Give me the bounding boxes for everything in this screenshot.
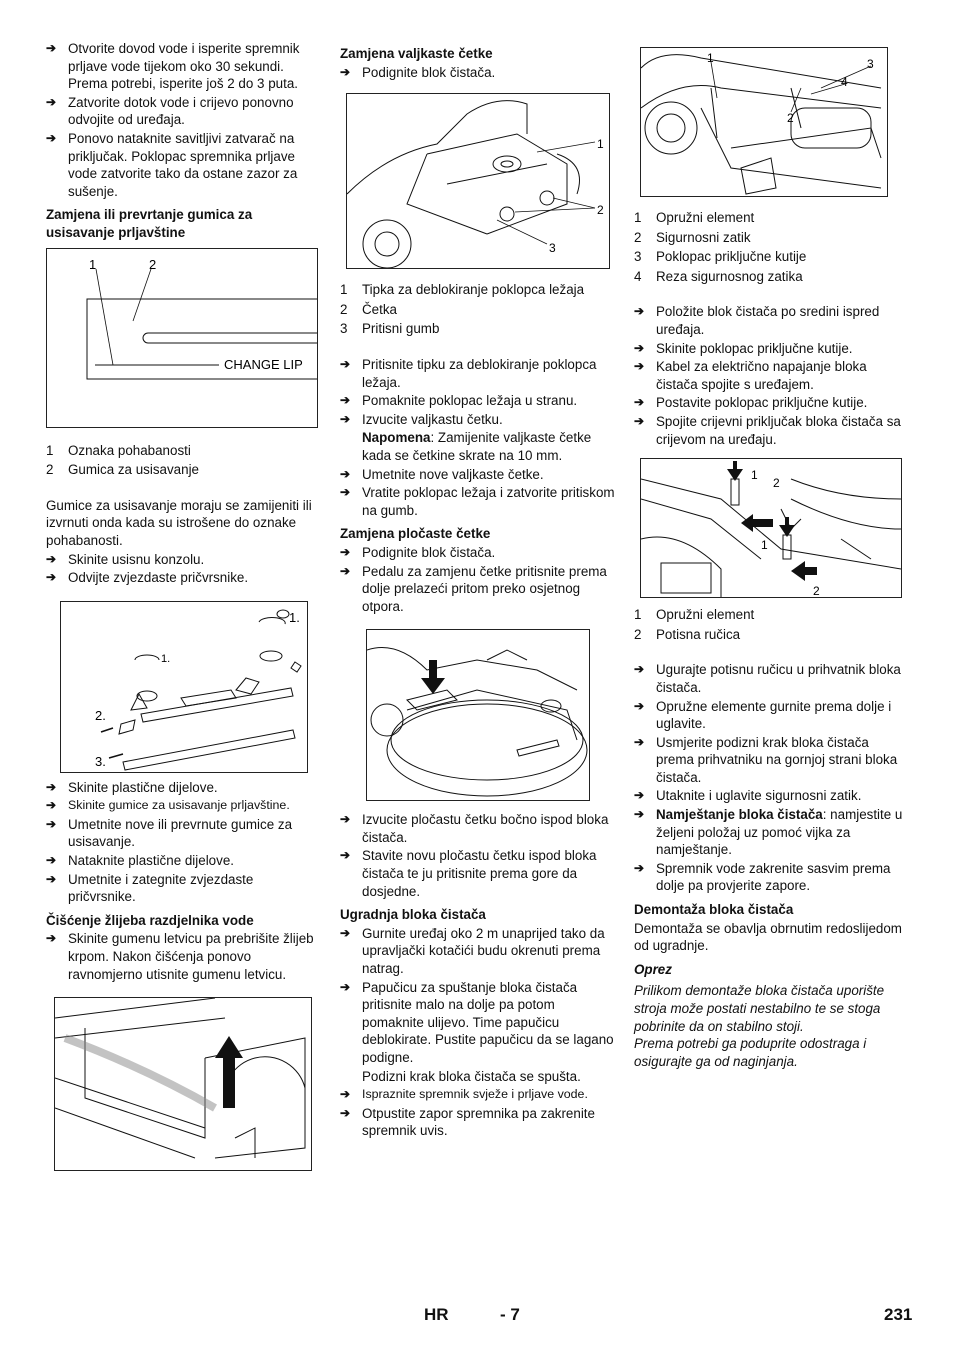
section-heading: Ugradnja bloka čistača: [340, 907, 486, 923]
step: ➔ Kabel za električno napajanje bloka čistača spojite s uređajem.: [634, 358, 910, 393]
language-code: HR: [424, 1305, 449, 1324]
note: Podizni krak bloka čistača se spušta.: [362, 1068, 581, 1084]
step: ➔ Otvorite dovod vode i isperite spremnik prljave vode tijekom oko 30 sekundi. Prema potrebi, isperite još 2 do 3 puta.: [46, 40, 322, 93]
step: ➔ Skinite plastične dijelove.: [46, 779, 322, 797]
callout: 2: [813, 584, 820, 598]
legend-item: 2 Potisna ručica: [634, 626, 741, 642]
legend-item: 1 Tipka za deblokiranje poklopca ležaja: [340, 282, 585, 298]
legend-item: 2 Četka: [340, 301, 397, 317]
step: ➔ Vratite poklopac ležaja i zatvorite pritiskom na gumb.: [340, 484, 616, 519]
roller-brush-figure: [346, 93, 610, 269]
section-number: - 7: [500, 1305, 520, 1324]
step: ➔ Spojite crijevni priključak bloka čistača sa crijevom na uređaju.: [634, 413, 910, 448]
step: ➔ Položite blok čistača po sredini ispred uređaja.: [634, 303, 910, 338]
legend-item: 1 Opružni element: [634, 607, 755, 623]
callout: 3.: [95, 753, 106, 769]
callout: 1: [707, 51, 714, 65]
step: ➔ Pomaknite poklopac ležaja u stranu.: [340, 392, 616, 410]
callout: 2: [149, 256, 157, 272]
section-heading: Zamjena pločaste četke: [340, 526, 491, 542]
legend-item: 3 Pritisni gumb: [340, 321, 440, 337]
step: ➔ Odvijte zvjezdaste pričvrsnike.: [46, 569, 322, 587]
disc-brush-figure: [366, 629, 590, 801]
callout: 4: [841, 75, 848, 89]
step: ➔ Papučicu za spuštanje bloka čistača pritisnite malo na dolje pa potom pomaknite ulijevo. Time papučicu deblokirate. Pustite papučicu da se lagano podigne.: [340, 979, 616, 1067]
callout: 1: [751, 468, 758, 483]
step: ➔ Opružne elemente gurnite prema dolje i uglavite.: [634, 698, 910, 733]
legend-item: 3 Poklopac priključne kutije: [634, 249, 807, 265]
step: ➔ Izvucite valjkastu četku.: [340, 411, 616, 429]
section-heading: Čišćenje žlijeba razdjelnika vode: [46, 912, 254, 928]
spring-element-figure: [640, 47, 888, 197]
step: ➔ Gurnite uređaj oko 2 m unaprijed tako da upravljački kotačići budu okrenuti prema natrag.: [340, 925, 616, 978]
step: ➔ Spremnik vode zakrenite sasvim prema dolje pa provjerite zapore.: [634, 860, 910, 895]
step: ➔ Usmjerite podizni krak bloka čistača prema prihvatniku na gornjoj strani bloka čistača.: [634, 734, 910, 787]
step: ➔ Pritisnite tipku za deblokiranje poklopca ležaja.: [340, 356, 616, 391]
step: ➔ Ispraznite spremnik svježe i prljave vode.: [340, 1086, 616, 1104]
step: ➔ Skinite gumice za usisavanje prljavštine.: [46, 797, 322, 815]
callout: 2: [597, 203, 604, 218]
step: ➔ Skinite usisnu konzolu.: [46, 551, 322, 569]
step: ➔ Podignite blok čistača.: [340, 544, 616, 562]
step: ➔ Umetnite nove valjkaste četke.: [340, 466, 616, 484]
callout: 3: [549, 241, 556, 256]
squeegee-parts-figure: [60, 601, 308, 773]
callout: 2: [773, 476, 780, 491]
step: ➔ Ponovo nataknite savitljivi zatvarač na priključak. Poklopac spremnika prljave vode zatvorite tako da ostane zazor za sušenje.: [46, 130, 322, 200]
step: ➔ Utaknite i uglavite sigurnosni zatik.: [634, 787, 910, 805]
step: ➔ Podignite blok čistača.: [340, 64, 616, 82]
wear-mark-figure: [46, 248, 318, 428]
step: ➔ Skinite poklopac priključne kutije.: [634, 340, 910, 358]
caution-title: Oprez: [634, 961, 672, 977]
section-heading: Zamjena valjkaste četke: [340, 46, 493, 61]
legend-item: 1 Opružni element: [634, 210, 755, 225]
step: ➔ Skinite gumenu letvicu pa prebrišite žlijeb krpom. Nakon čišćenja ponovo ravnomjerno utisnite gumenu letvicu.: [46, 930, 322, 983]
water-distributor-figure: [54, 997, 312, 1171]
section-heading: Zamjena ili prevrtanje gumica za usisavanje prljavštine: [46, 207, 253, 240]
note: Napomena: Zamijenite valjkaste četke kada se četkine skrate na 10 mm.: [362, 430, 592, 463]
step: ➔ Stavite novu pločastu četku ispod bloka čistača te ju pritisnite prema gore da dosjedne.: [340, 847, 616, 900]
step: ➔ Zatvorite dotok vode i crijevo ponovno odvojite od uređaja.: [46, 94, 322, 129]
paragraph: Gumice za usisavanje moraju se zamijeniti ili izvrnuti onda kada su istrošene do oznake pohabanosti.: [46, 497, 312, 548]
column-middle: [340, 40, 616, 1141]
callout: 1: [761, 538, 768, 553]
step: ➔ Nataknite plastične dijelove.: [46, 852, 322, 870]
callout: 1.: [161, 652, 171, 665]
legend-item: 2 Gumica za usisavanje: [46, 462, 199, 478]
callout: 1.: [289, 609, 300, 625]
caution-text: Prilikom demontaže bloka čistača uporište stroja može postati nestabilno te se stoga pobrinite da on stabilno stoji.: [634, 983, 885, 1034]
step: ➔ Pedalu za zamjenu četke pritisnite prema dolje prelazeći pritom preko osjetnog otpora.: [340, 563, 616, 616]
callout: 3: [867, 57, 874, 71]
column-right: [634, 40, 910, 1070]
section-heading: Demontaža bloka čistača: [634, 902, 794, 918]
push-handle-figure: [640, 458, 902, 598]
caution-text: Prema potrebi ga poduprite odostraga i osigurajte ga od naginjanja.: [634, 1036, 867, 1069]
step: ➔ Namještanje bloka čistača: namjestite u željeni položaj uz pomoć vijka za namještanje.: [634, 806, 910, 859]
step: ➔ Ugurajte potisnu ručicu u prihvatnik bloka čistača.: [634, 661, 910, 696]
callout: 1: [89, 256, 97, 272]
step: ➔ Izvucite pločastu četku bočno ispod bloka čistača.: [340, 811, 616, 846]
page-footer: [0, 1306, 954, 1330]
legend-item: 1 Oznaka pohabanosti: [46, 442, 191, 458]
legend-item: 2 Sigurnosni zatik: [634, 229, 751, 245]
callout: 2: [787, 111, 794, 125]
callout: 1: [597, 137, 604, 152]
step: ➔ Postavite poklopac priključne kutije.: [634, 394, 910, 412]
step: ➔ Otpustite zapor spremnika pa zakrenite spremnik uvis.: [340, 1105, 616, 1140]
step: ➔ Umetnite nove ili prevrnute gumice za usisavanje.: [46, 816, 322, 851]
callout: 2.: [95, 707, 106, 723]
column-left: [46, 40, 322, 1171]
paragraph: Demontaža se obavlja obrnutim redoslijedom od ugradnje.: [634, 920, 902, 954]
change-lip-label: CHANGE LIP: [224, 356, 303, 372]
page-number: 231: [884, 1305, 913, 1324]
legend-item: 4 Reza sigurnosnog zatika: [634, 268, 803, 284]
step: ➔ Umetnite i zategnite zvjezdaste pričvrsnike.: [46, 871, 322, 906]
